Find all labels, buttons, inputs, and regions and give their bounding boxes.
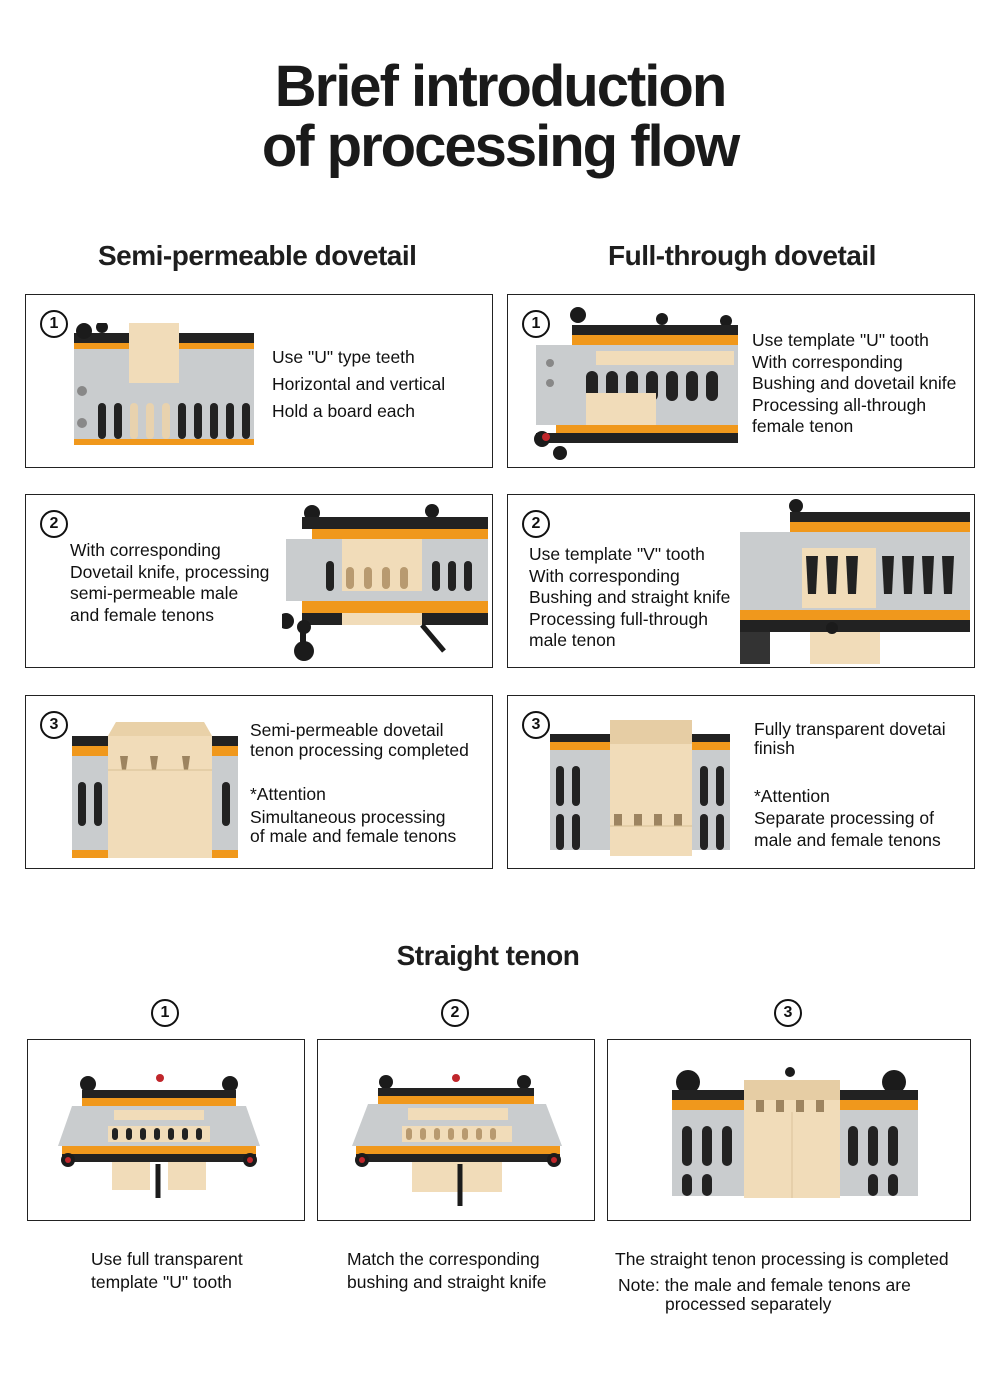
step-line: With corresponding <box>70 540 221 560</box>
semi-step-3-note <box>250 785 456 846</box>
note-line: Simultaneous processing <box>250 807 446 827</box>
straight-step-1-card <box>27 1039 305 1221</box>
step-line: Dovetail knife, processing <box>70 561 270 582</box>
caption-line: bushing and straight knife <box>347 1272 547 1292</box>
full-step-3-note <box>754 785 941 851</box>
step-number-badge: 1 <box>522 310 550 338</box>
page-title-line-2: of processing flow <box>261 114 739 179</box>
step-line: female tenon <box>752 416 854 436</box>
full-through-heading: Full-through dovetail <box>608 240 876 271</box>
straight-step-3-note <box>618 1276 911 1314</box>
step-line: Semi-permeable dovetail <box>250 720 444 740</box>
straight-step-3-card <box>607 1039 971 1221</box>
step-line: Bushing and dovetail knife <box>752 373 957 393</box>
step-number-badge: 3 <box>774 999 802 1027</box>
step-line: and female tenons <box>70 604 214 625</box>
dovetail-jig-image <box>282 501 488 663</box>
step-line: Use "U" type teeth <box>272 347 415 367</box>
step-line: Use template "U" tooth <box>752 330 929 350</box>
note-line: processed separately <box>665 1294 832 1314</box>
step-line: Hold a board each <box>272 401 416 421</box>
semi-step-1-card <box>25 294 493 468</box>
full-step-3-text <box>754 720 946 758</box>
note-line: Separate processing of <box>754 808 934 828</box>
semi-step-1-text <box>272 344 445 425</box>
caption-line: Match the corresponding <box>347 1249 540 1269</box>
step-line: Processing all-through <box>752 394 927 415</box>
step-line: Use template "V" tooth <box>529 544 705 564</box>
semi-step-2-card <box>25 494 493 668</box>
note-line: of male and female tenons <box>250 826 457 846</box>
step-line: Bushing and straight knife <box>529 587 731 607</box>
step-line: Horizontal and vertical <box>272 374 446 394</box>
dovetail-joint-image <box>550 720 730 856</box>
attention-label: *Attention <box>754 786 830 806</box>
straight-jig-image <box>348 1072 568 1210</box>
semi-step-3-text <box>250 720 469 760</box>
step-line: Fully transparent dovetai <box>754 719 946 739</box>
step-number-badge: 1 <box>151 999 179 1027</box>
straight-step-2-card <box>317 1039 595 1221</box>
step-number-badge: 2 <box>441 999 469 1027</box>
step-line: semi-permeable male <box>70 583 239 603</box>
step-line: With corresponding <box>529 565 680 586</box>
step-line: male tenon <box>529 630 616 650</box>
step-line: tenon processing completed <box>250 740 469 760</box>
dovetail-jig-image <box>526 307 738 461</box>
step-line: Processing full-through <box>529 608 708 629</box>
dovetail-jig-image <box>74 323 254 445</box>
dovetail-jig-image <box>740 498 970 664</box>
straight-tenon-image <box>672 1066 918 1198</box>
note-line: male and female tenons <box>754 830 941 850</box>
step-number-badge: 2 <box>40 510 68 538</box>
caption-line: Use full transparent <box>91 1249 243 1269</box>
full-step-1-text <box>752 330 956 438</box>
caption-line: template "U" tooth <box>91 1272 232 1292</box>
step-number-badge: 3 <box>522 711 550 739</box>
full-step-2-text <box>529 544 730 652</box>
semi-step-3-card <box>25 695 493 869</box>
full-step-1-card <box>507 294 975 468</box>
step-number-badge: 1 <box>40 310 68 338</box>
full-step-3-card <box>507 695 975 869</box>
semi-permeable-heading: Semi-permeable dovetail <box>98 240 417 271</box>
semi-step-2-text <box>70 540 269 626</box>
straight-jig-image <box>54 1072 264 1202</box>
note-line: Note: the male and female tenons are <box>618 1275 911 1295</box>
step-line: finish <box>754 738 795 758</box>
step-number-badge: 3 <box>40 711 68 739</box>
full-step-2-card <box>507 494 975 668</box>
straight-step-2-caption <box>347 1248 546 1294</box>
dovetail-joint-image <box>72 712 238 858</box>
straight-tenon-heading: Straight tenon <box>396 940 580 971</box>
page-title-line-1: Brief introduction <box>274 54 726 119</box>
attention-label: *Attention <box>250 784 326 804</box>
step-number-badge: 2 <box>522 510 550 538</box>
straight-step-1-caption <box>91 1248 243 1294</box>
straight-step-3-caption: The straight tenon processing is completed <box>615 1249 949 1269</box>
step-line: With corresponding <box>752 351 903 372</box>
